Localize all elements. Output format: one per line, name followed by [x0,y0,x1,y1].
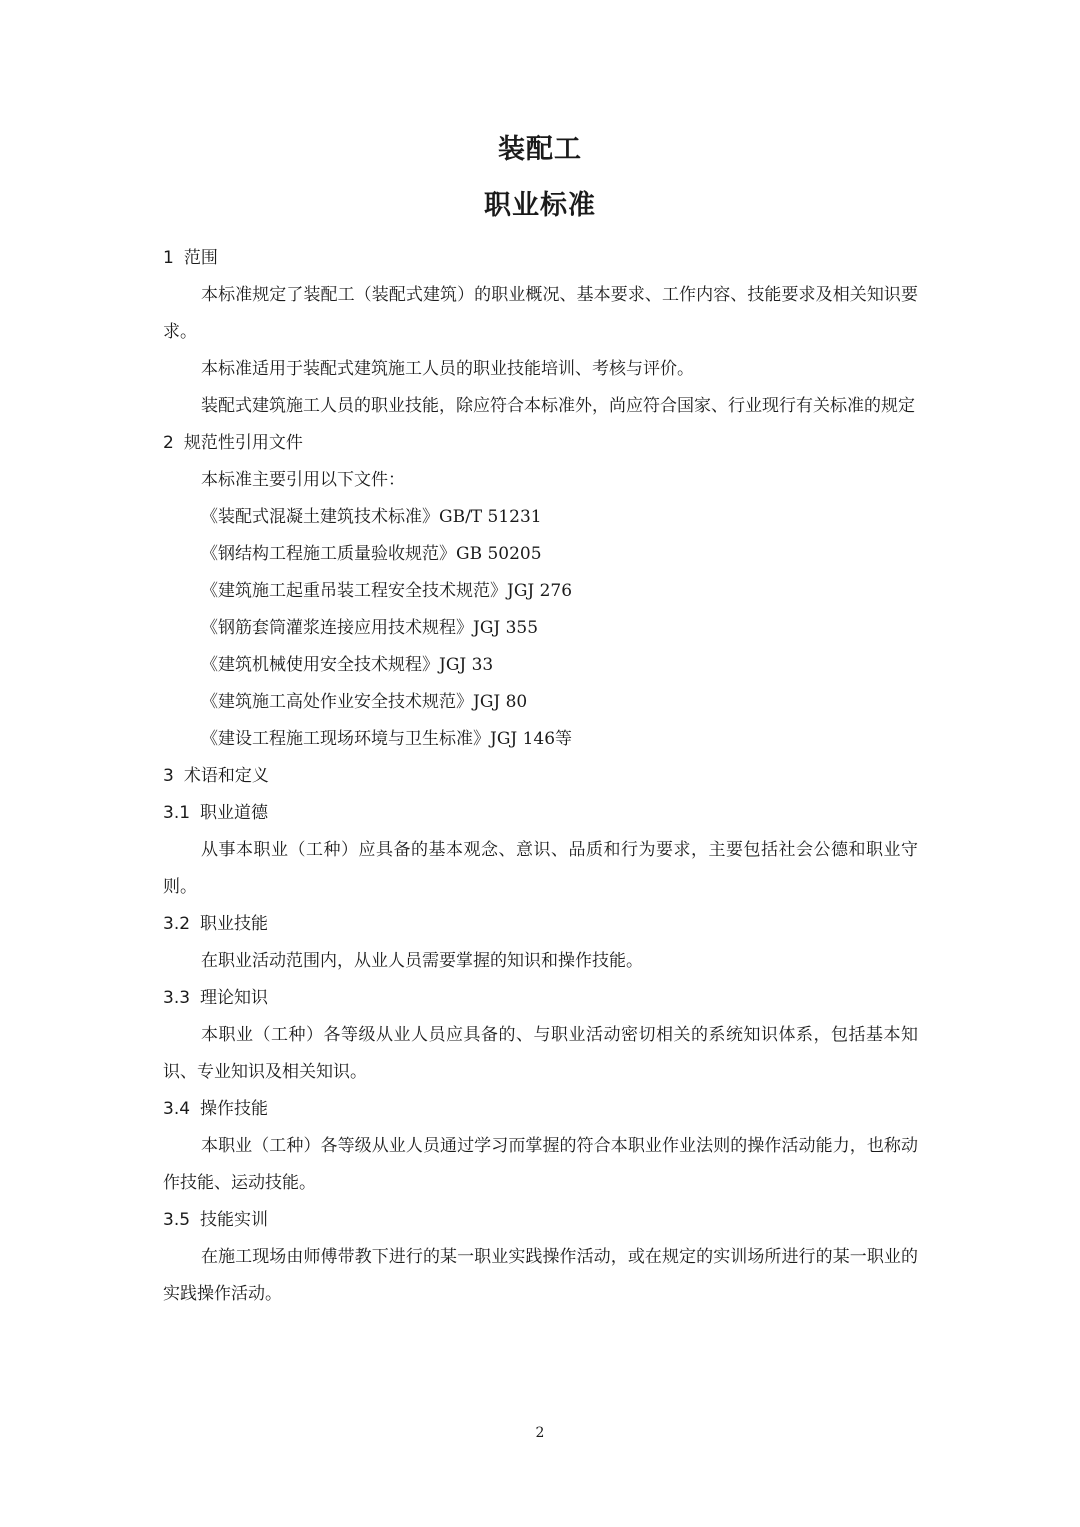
section-title: 操作技能 [200,1099,269,1119]
section-number: 3.3 [163,988,191,1008]
section-heading [163,425,918,462]
section-number: 2 [163,433,174,453]
document-subtitle: 职业标准 [484,190,596,221]
section-heading [163,758,918,795]
subsection-heading [163,795,918,832]
subsection-heading [163,1091,918,1128]
section-title: 理论知识 [200,988,269,1008]
section-title: 范围 [183,248,218,268]
paragraph: 装配式建筑施工人员的职业技能，除应符合本标准外，尚应符合国家、行业现行有关标准的规定 [201,396,915,416]
paragraph: 从事本职业（工种）应具备的基本观念、意识、品质和行为要求，主要包括社会公德和职业守则。 [163,840,918,897]
section-heading [163,240,918,277]
section-title: 技能实训 [200,1210,269,1230]
section-number: 3.2 [163,914,191,934]
section-number: 3 [163,766,174,786]
section-title: 职业道德 [200,803,269,823]
section-title: 职业技能 [200,914,269,934]
reference-item: 《装配式混凝土建筑技术标准》GB/T 51231 [201,507,542,527]
paragraph: 在职业活动范围内，从业人员需要掌握的知识和操作技能。 [201,951,643,971]
paragraph: 本标准主要引用以下文件： [201,470,405,490]
section-title: 规范性引用文件 [183,433,303,453]
document-body [163,240,918,1313]
reference-item: 《建筑施工起重吊装工程安全技术规范》JGJ 276 [201,581,573,601]
paragraph: 在施工现场由师傅带教下进行的某一职业实践操作活动，或在规定的实训场所进行的某一职业的实践操作活动。 [163,1247,918,1304]
reference-item: 《钢筋套筒灌浆连接应用技术规程》JGJ 355 [201,618,539,638]
reference-item: 《建筑施工高处作业安全技术规范》JGJ 80 [201,692,528,712]
document-title: 装配工 [498,134,582,165]
paragraph: 本职业（工种）各等级从业人员应具备的、与职业活动密切相关的系统知识体系，包括基本知识、专业知识及相关知识。 [163,1025,918,1082]
page-number: 2 [535,1425,545,1441]
subsection-heading [163,906,918,943]
section-number: 3.4 [163,1099,191,1119]
section-number: 1 [163,248,174,268]
section-number: 3.5 [163,1210,191,1230]
paragraph: 本标准规定了装配工（装配式建筑）的职业概况、基本要求、工作内容、技能要求及相关知识要求。 [163,285,918,342]
section-number: 3.1 [163,803,191,823]
section-title: 术语和定义 [183,766,269,786]
reference-item: 《建筑机械使用安全技术规程》JGJ 33 [201,655,494,675]
reference-item: 《钢结构工程施工质量验收规范》GB 50205 [201,544,542,564]
paragraph: 本标准适用于装配式建筑施工人员的职业技能培训、考核与评价。 [201,359,694,379]
subsection-heading [163,1202,918,1239]
subsection-heading [163,980,918,1017]
reference-item: 《建设工程施工现场环境与卫生标准》JGJ 146等 [201,729,573,749]
paragraph: 本职业（工种）各等级从业人员通过学习而掌握的符合本职业作业法则的操作活动能力，也称动作技能、运动技能。 [163,1136,918,1193]
